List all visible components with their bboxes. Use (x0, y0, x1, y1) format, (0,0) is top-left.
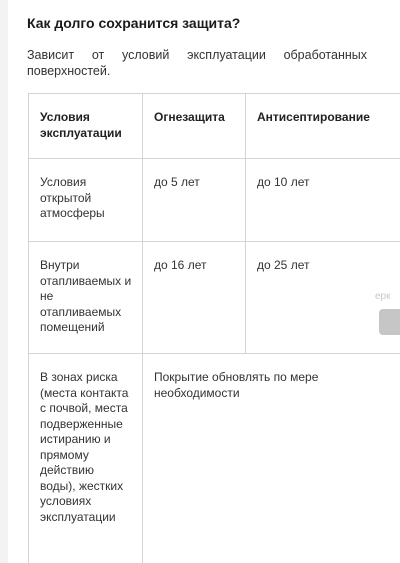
table-header-antiseptic: Антисептирование (246, 94, 400, 159)
table-header-conditions: Условия эксплуатации (29, 94, 143, 159)
left-edge-strip (0, 0, 8, 563)
protection-duration-table (28, 93, 400, 563)
table-cell-merged-note: Покрытие обновлять по мере необходимости (143, 354, 400, 563)
table-cell-conditions: Внутри отапливаемых и не отапливаемых помещений (29, 242, 143, 354)
table-header-row (29, 94, 400, 159)
table-cell-fire-protection: до 16 лет (143, 242, 246, 354)
table-cell-antiseptic: до 25 лет (246, 242, 400, 354)
article-intro: Зависит от условий эксплуатации обработанных поверхностей. (27, 48, 367, 78)
article-heading: Как долго сохранится защита? (27, 15, 241, 31)
table-row (29, 159, 400, 242)
table-row (29, 242, 400, 354)
overlay-partial-text: ерк (375, 291, 391, 302)
table-cell-fire-protection: до 5 лет (143, 159, 246, 242)
table-row (29, 354, 400, 563)
table-cell-conditions: В зонах риска (места контакта с почвой, места подверженные истиранию и прямому действию воды), жестких условиях эксплуатации (29, 354, 143, 563)
table-cell-conditions: Условия открытой атмосферы (29, 159, 143, 242)
side-scroll-button[interactable] (379, 309, 400, 335)
table-header-fire-protection: Огнезащита (143, 94, 246, 159)
table-cell-antiseptic: до 10 лет (246, 159, 400, 242)
